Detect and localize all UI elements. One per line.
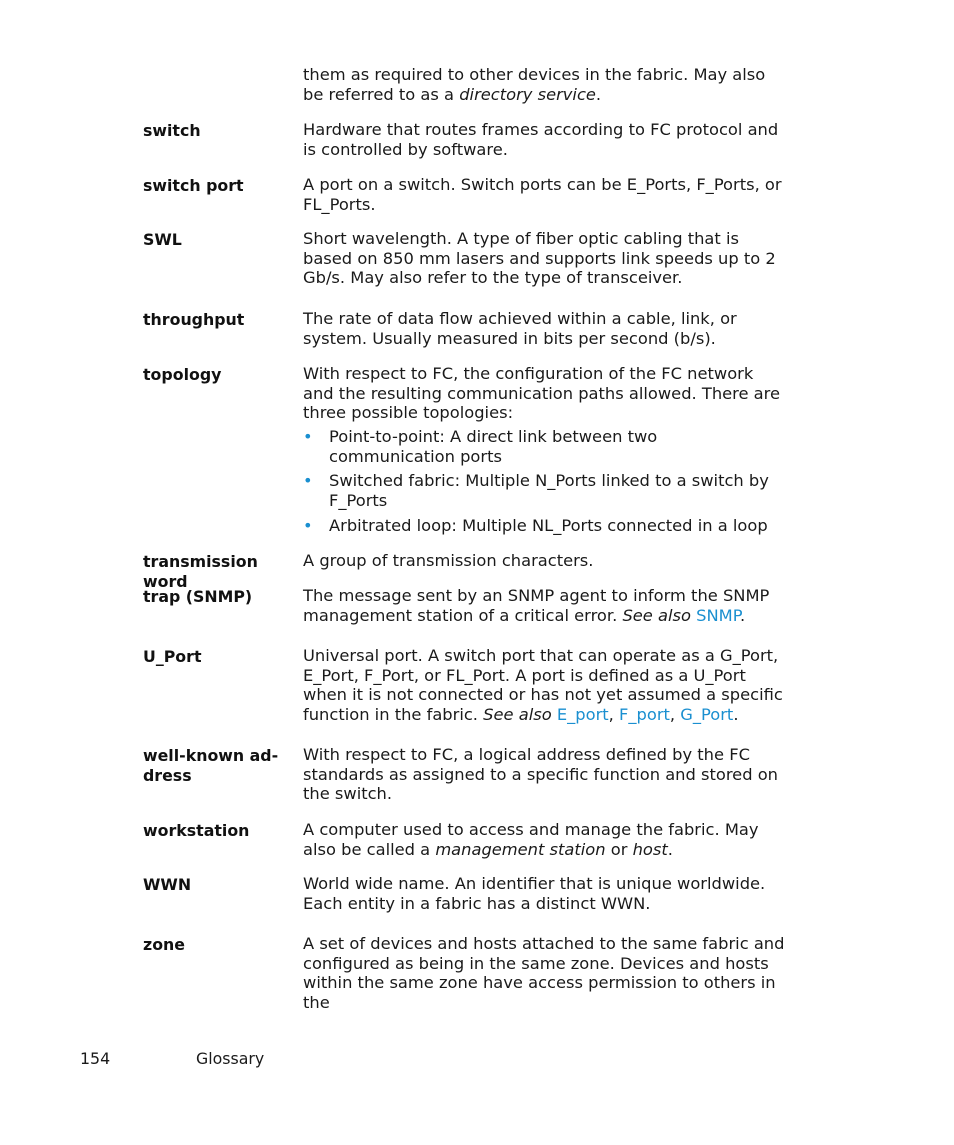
def-throughput: The rate of data flow achieved within a cable, link, or system. Usually measured in bits per second (b/s). xyxy=(303,309,737,348)
def-well-known-address: With respect to FC, a logical address defined by the FC standards as assigned to a specific function and stored on the switch. xyxy=(303,745,778,804)
def-trap-snmp xyxy=(303,586,785,625)
bullet-icon: • xyxy=(303,427,313,446)
link-g-port[interactable]: G_Port xyxy=(680,704,734,724)
bullet-text: Arbitrated loop: Multiple NL_Ports connected in a loop xyxy=(329,516,768,535)
term-workstation: workstation xyxy=(143,821,250,840)
bullet-text: Point-to-point: A direct link between two communication ports xyxy=(329,427,658,466)
term-line-1: well-known ad- xyxy=(143,746,279,765)
emphasis-management-station: management station xyxy=(435,839,606,859)
bullet-icon: • xyxy=(303,471,313,490)
term-line-2: dress xyxy=(143,765,192,785)
see-also-label: See also xyxy=(483,704,552,724)
term-trap-snmp: trap (SNMP) xyxy=(143,587,253,606)
def-swl: Short wavelength. A type of fiber optic cabling that is based on 850 mm lasers and supports link speeds up to 2 Gb/s. May also refer to the type of transceiver. xyxy=(303,229,776,288)
def-u-port-end: . xyxy=(733,704,739,724)
def-topology: With respect to FC, the configuration of the FC network and the resulting communication paths allowed. There are three possible topologies: xyxy=(303,364,781,423)
emphasis-host: host xyxy=(632,839,668,859)
link-separator: , xyxy=(669,704,681,724)
def-workstation-text: A computer used to access and manage the fabric. May also be called a xyxy=(303,820,759,859)
footer-section: Glossary xyxy=(196,1049,265,1068)
term-zone: zone xyxy=(143,935,186,954)
bullet-icon: • xyxy=(303,516,313,535)
link-e-port[interactable]: E_port xyxy=(556,704,609,724)
def-wwn: World wide name. An identifier that is unique worldwide. Each entity in a fabric has a distinct WWN. xyxy=(303,874,766,913)
topology-bullet-1 xyxy=(303,427,773,466)
page-number: 154 xyxy=(80,1049,111,1068)
topology-bullet-3 xyxy=(303,516,773,536)
intro-definition xyxy=(303,65,785,104)
term-wwn: WWN xyxy=(143,875,192,894)
term-topology: topology xyxy=(143,365,222,384)
def-transmission-word: A group of transmission characters. xyxy=(303,551,594,570)
link-f-port[interactable]: F_port xyxy=(619,704,670,724)
link-snmp[interactable]: SNMP xyxy=(696,605,740,625)
def-u-port-text: Universal port. A switch port that can operate as a G_Port, E_Port, F_Port, or FL_Port. A port is defined as a U_Port when it is not connected or has not yet assumed a specific function in the fabric. xyxy=(303,646,783,724)
term-switch-port: switch port xyxy=(143,176,244,195)
intro-end: . xyxy=(595,84,602,104)
def-zone: A set of devices and hosts attached to the same fabric and configured as being in the same zone. Devices and hosts within the same zone have access permission to others in the xyxy=(303,934,785,1012)
term-swl: SWL xyxy=(143,230,182,249)
topology-bullet-2 xyxy=(303,471,773,510)
link-separator: , xyxy=(608,704,620,724)
bullet-text: Switched fabric: Multiple N_Ports linked to a switch by F_Ports xyxy=(329,471,769,510)
def-trap-text: The message sent by an SNMP agent to inform the SNMP management station of a critical error. xyxy=(303,586,770,625)
term-u-port: U_Port xyxy=(143,647,202,666)
def-switch-port: A port on a switch. Switch ports can be E_Ports, F_Ports, or FL_Ports. xyxy=(303,175,782,214)
def-workstation-end: . xyxy=(667,839,673,859)
see-also-label: See also xyxy=(622,605,691,625)
def-workstation xyxy=(303,820,785,859)
def-workstation-or: or xyxy=(605,839,633,859)
def-switch: Hardware that routes frames according to FC protocol and is controlled by software. xyxy=(303,120,779,159)
term-switch: switch xyxy=(143,121,201,140)
term-transmission-word: transmission word xyxy=(143,552,258,591)
term-well-known-address xyxy=(143,746,293,785)
def-u-port xyxy=(303,646,785,724)
def-trap-end: . xyxy=(739,605,746,625)
intro-emphasis: directory service xyxy=(459,84,596,104)
intro-text: them as required to other devices in the fabric. May also be referred to as a xyxy=(303,65,766,104)
term-throughput: throughput xyxy=(143,310,245,329)
